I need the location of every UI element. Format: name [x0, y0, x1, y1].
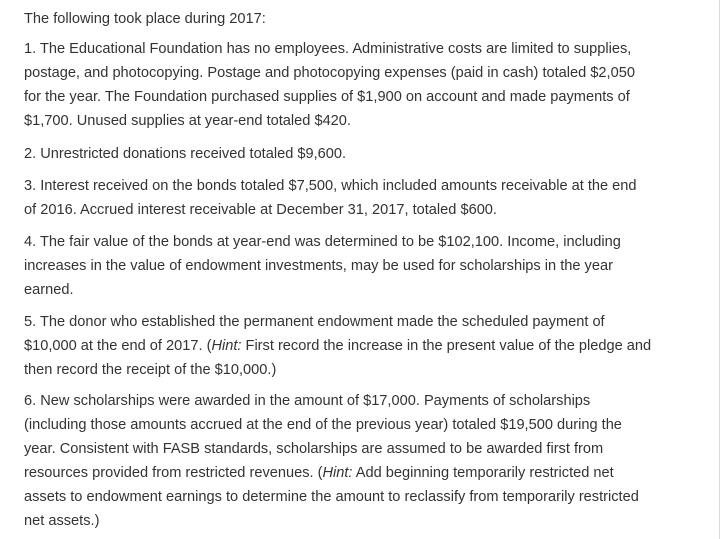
item-6-line-5: assets to endowment earnings to determine the amount to reclassify from temporarily restricted	[24, 489, 639, 505]
item-3-line-1: 3. Interest received on the bonds totaled $7,500, which included amounts receivable at the end	[24, 178, 637, 194]
item-6-line-1: 6. New scholarships were awarded in the amount of $17,000. Payments of scholarships	[24, 393, 591, 409]
item-6-line-4-rest: Add beginning temporarily restricted net	[352, 465, 614, 481]
item-5-line-3: then record the receipt of the $10,000.)	[24, 362, 277, 378]
item-1-line-2: postage, and photocopying. Postage and photocopying expenses (paid in cash) totaled $2,050	[24, 65, 635, 81]
item-6-line-2: (including those amounts accrued at the end of the previous year) totaled $19,500 during the	[24, 417, 622, 433]
list-item-1	[24, 37, 696, 133]
item-5-line-2	[24, 334, 696, 358]
list-item-3	[24, 174, 696, 222]
item-1-line-4: $1,700. Unused supplies at year-end totaled $420.	[24, 113, 351, 129]
intro-text: The following took place during 2017:	[24, 11, 266, 27]
item-3-line-2: of 2016. Accrued interest receivable at December 31, 2017, totaled $600.	[24, 202, 497, 218]
item-6-line-4-text: resources provided from restricted revenues. (	[24, 465, 323, 481]
item-6-line-3: year. Consistent with FASB standards, scholarships are assumed to be awarded first from	[24, 441, 604, 457]
item-5-line-2-text: $10,000 at the end of 2017. (	[24, 338, 212, 354]
item-5-line-2-rest: First record the increase in the present value of the pledge and	[241, 338, 652, 354]
item-4-line-2: increases in the value of endowment investments, may be used for scholarships in the year	[24, 258, 613, 274]
item-1-line-1: 1. The Educational Foundation has no employees. Administrative costs are limited to supplies,	[24, 41, 632, 57]
item-4-line-3: earned.	[24, 282, 74, 298]
list-item-5	[24, 310, 696, 382]
item-4-line-1: 4. The fair value of the bonds at year-end was determined to be $102,100. Income, including	[24, 234, 621, 250]
item-2-line-1: 2. Unrestricted donations received totaled $9,600.	[24, 146, 347, 162]
item-1-line-3: for the year. The Foundation purchased supplies of $1,900 on account and made payments of	[24, 89, 630, 105]
item-6-line-6: net assets.)	[24, 513, 100, 529]
item-6-hint-label: Hint:	[322, 465, 353, 481]
item-5-hint-label: Hint:	[211, 338, 242, 354]
item-6-line-4	[24, 461, 696, 485]
list-item-6	[24, 389, 696, 533]
list-item-4	[24, 230, 696, 302]
item-5-line-1: 5. The donor who established the permanent endowment made the scheduled payment of	[24, 314, 605, 330]
right-border-divider	[719, 0, 720, 539]
list-item-2	[24, 142, 696, 166]
